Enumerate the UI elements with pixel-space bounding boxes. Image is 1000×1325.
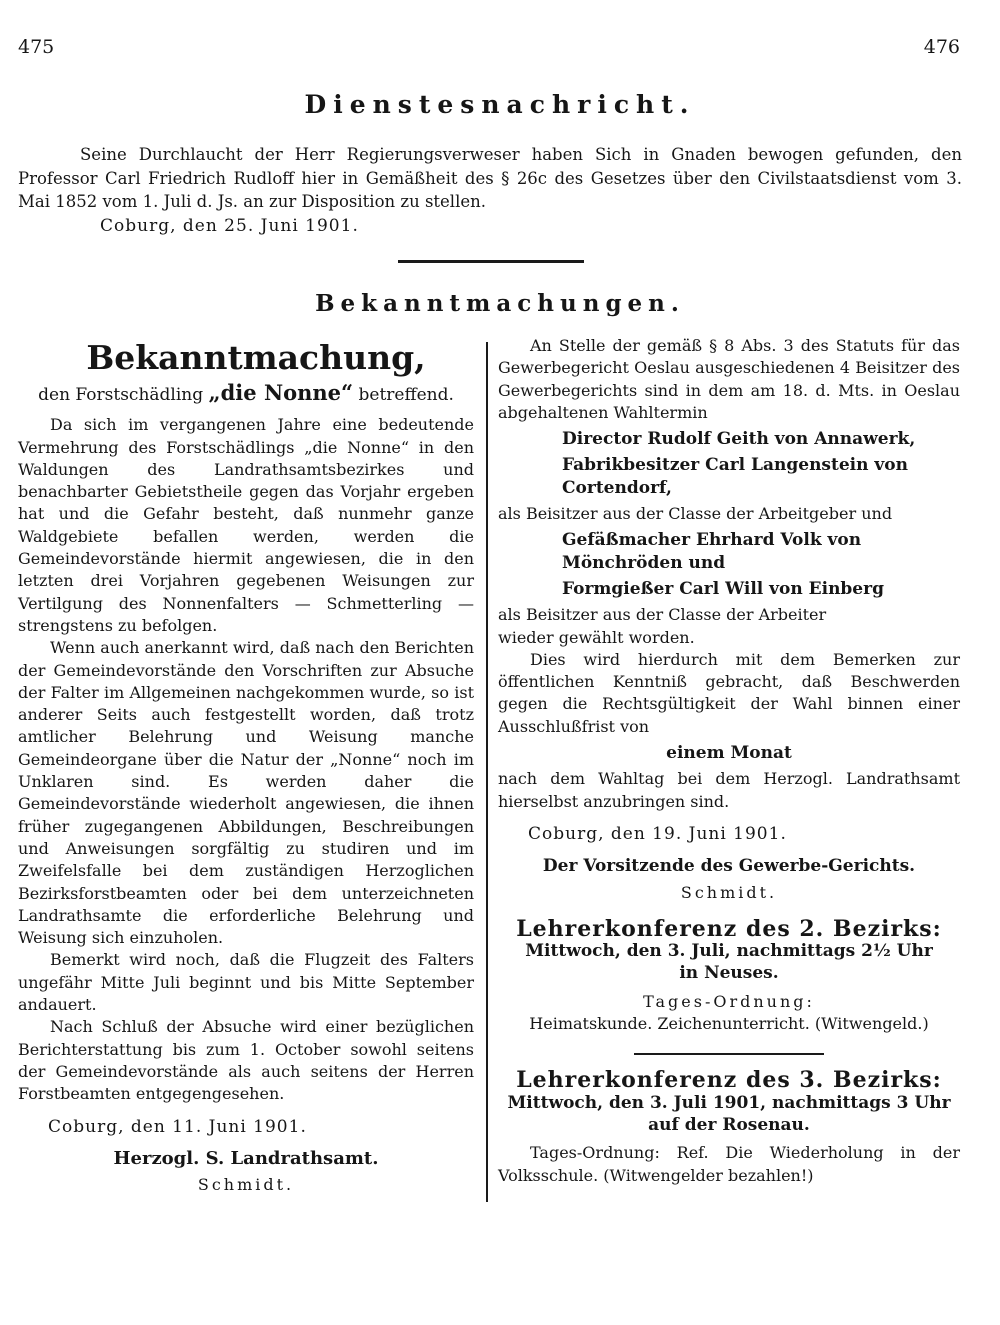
column-divider: [486, 342, 488, 1202]
notice-heading: Bekanntmachung,: [86, 338, 426, 377]
court-date: Coburg, den 19. Juni 1901.: [528, 823, 787, 844]
elected-name-4: Formgießer Carl Will von Einberg: [562, 578, 884, 599]
elected-name-2: Fabrikbesitzer Carl Langenstein von Cortendorf,: [562, 455, 908, 498]
notice-date: Coburg, den 11. Juni 1901.: [48, 1116, 307, 1137]
dienstnachricht-text: Seine Durchlaucht der Herr Regierungsverweser haben Sich in Gnaden bewogen gefunden, den Professor Carl Friedrich Rudloff hier in Gemäßheit des § 26c des Gesetzes über den Civilstaatsdienst vom 3. Mai 1852 vom 1. Juli d. Js. an zur Disposition zu stellen.: [18, 145, 962, 211]
notice-paragraph-3: Bemerkt wird noch, daß die Flugzeit des Falters ungefähr Mitte Juli beginnt und bis Mitte September andauert.: [18, 950, 474, 1015]
deadline-month: einem Monat: [666, 743, 792, 764]
class-employers-line: als Beisitzer aus der Classe der Arbeitgeber und: [498, 504, 893, 524]
re-elected-line: wieder gewählt worden.: [498, 627, 695, 647]
conference-2-when: Mittwoch, den 3. Juli, nachmittags 2½ Uhr: [525, 941, 933, 962]
notice-authority: Herzogl. S. Landrathsamt.: [113, 1147, 379, 1169]
subheading-post: betreffend.: [358, 385, 454, 405]
notice-paragraph-1: Da sich im vergangenen Jahre eine bedeutende Vermehrung des Forstschädlings „die Nonne“ in den Waldungen des Landrathsamtsbezirkes und benachbarter Gebietstheile gegen das Vorjahr ergeben hat und die Gefahr besteht, daß nunmehr ganze Waldgebiete befallen werden, werden die Gemeindevorstände hiermit angewiesen, die in den letzten drei Vorjahren gegebenen Weisungen zur Vertilgung des Nonnenfalters — Schmetterling — strengstens zu befolgen.: [18, 415, 474, 635]
conference-3-when: Mittwoch, den 3. Juli 1901, nachmittags 3 Uhr: [507, 1092, 951, 1113]
subheading-pre: den Forstschädling: [38, 385, 204, 405]
notice-paragraph-4: Nach Schluß der Absuche wird einer bezüglichen Berichterstattung bis zum 1. October sowohl seitens der Gemeindevorstände als auch seitens der Herren Forstbeamten entgegengesehen.: [18, 1017, 474, 1104]
right-column: [498, 335, 960, 1187]
conference-divider: [634, 1053, 824, 1055]
class-workers-line: als Beisitzer aus der Classe der Arbeiter: [498, 605, 827, 625]
left-column: [18, 336, 474, 1196]
page-number-right: 476: [923, 36, 960, 58]
court-paragraph-2: Dies wird hierdurch mit dem Bemerken zur öffentlichen Kenntniß gebracht, daß Beschwerden gegen die Rechtsgültigkeit der Wahl binnen einer Ausschlußfrist von: [498, 649, 960, 736]
notice-paragraph-2: Wenn auch anerkannt wird, daß nach den Berichten der Gemeindevorstände den Vorschriften zur Absuche der Falter im Allgemeinen nachgekommen wurde, so ist anderer Seits auch festgestellt worden, daß trotz amtlicher Belehrung und Weisung manche Gemeindeorgane über die Natur der „Nonne“ noch im Unklaren sind. Es werden daher die Gemeindevorstände wiederholt angewiesen, die ihnen früher zugegangenen Abbildungen, Beschreibungen und Anweisungen sorgfältig zu studiren und im Zweifelsfalle bei dem zuständigen Herzoglichen Bezirksforstbeamten oder bei dem unterzeichneten Landrathsamte die erforderliche Belehrung und Weisung sich einzuholen.: [18, 638, 475, 948]
conference-2-title: Lehrerkonferenz des 2. Bezirks:: [516, 915, 942, 942]
court-signature: Der Vorsitzende des Gewerbe-Gerichts.: [542, 856, 916, 877]
conference-3-where: auf der Rosenau.: [648, 1114, 810, 1135]
conference-3-title: Lehrerkonferenz des 3. Bezirks:: [516, 1067, 942, 1094]
conference-2-agenda-label: Tages-Ordnung:: [643, 991, 815, 1011]
conference-3-agenda: Tages-Ordnung: Ref. Die Wiederholung in der Volksschule. (Witwengelder bezahlen!): [498, 1143, 960, 1185]
court-paragraph-3: nach dem Wahltag bei dem Herzogl. Landrathsamt hierselbst anzubringen sind.: [498, 769, 960, 811]
subheading-emphasis: „die Nonne“: [208, 380, 354, 405]
court-signatory: Schmidt.: [680, 882, 778, 902]
elected-name-3: Gefäßmacher Ehrhard Volk von Mönchröden und: [562, 530, 862, 573]
court-paragraph-1: An Stelle der gemäß § 8 Abs. 3 des Statuts für das Gewerbegericht Oeslau ausgeschiedenen 4 Beisitzer des Gewerbegerichts sind in dem am 18. d. Mts. in Oeslau abgehaltenen Wahltermin: [498, 336, 960, 422]
notice-signatory: Schmidt.: [197, 1175, 295, 1195]
bekanntmachungen-title: Bekanntmachungen.: [315, 290, 685, 317]
conference-2-where: in Neuses.: [679, 963, 779, 984]
dienstnachricht-date: Coburg, den 25. Juni 1901.: [100, 216, 359, 236]
section-divider: [398, 260, 584, 263]
page-number-left: 475: [18, 36, 55, 58]
elected-name-1: Director Rudolf Geith von Annawerk,: [562, 429, 916, 450]
conference-2-agenda: Heimatskunde. Zeichenunterricht. (Witwengeld.): [529, 1014, 929, 1034]
notice-subheading: [18, 382, 474, 406]
dienstnachricht-title: Dienstesnachricht.: [304, 90, 696, 119]
